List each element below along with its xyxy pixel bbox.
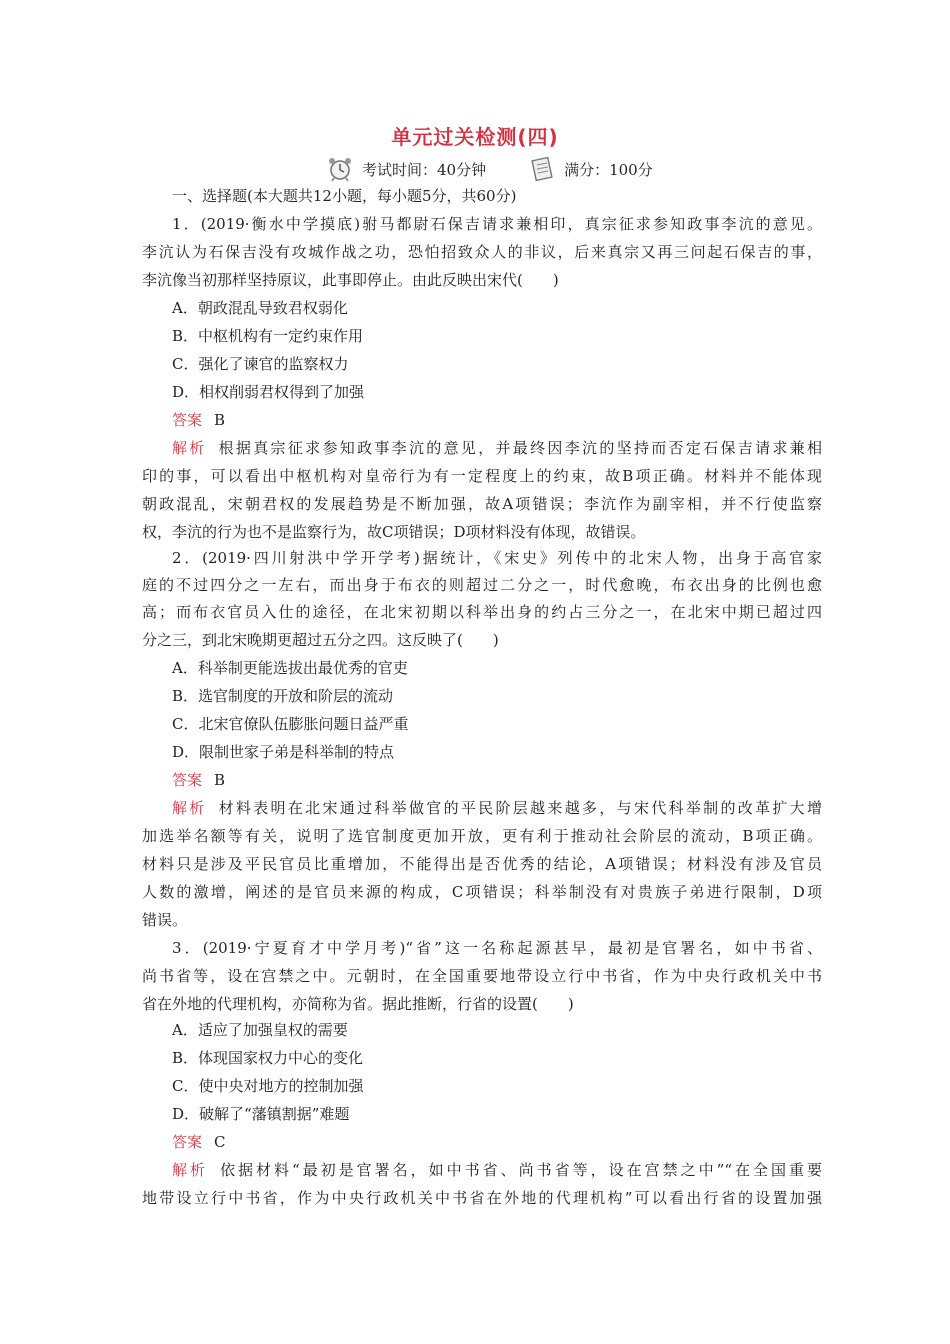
q2-answer-value: B: [214, 771, 226, 789]
q1-stem-line: 李沆认为石保吉没有攻城作战之功，恐怕招致众人的非议，后来真宗又再三问起石保吉的事，: [142, 243, 822, 261]
q2-analysis: [172, 794, 822, 822]
analysis-label: 解析: [172, 439, 207, 457]
q1-answer-value: B: [214, 411, 226, 429]
q2-option-c: C．北宋官僚队伍膨胀问题日益严重: [172, 715, 409, 733]
alarm-clock-icon: [326, 156, 354, 182]
q1-option-c: C．强化了谏官的监察权力: [172, 355, 349, 373]
q3-option-b: B．体现国家权力中心的变化: [172, 1049, 364, 1067]
q3-analysis-line: 依据材料“最初是官署名，如中书省、尚书省等，设在宫禁之中”“在全国重要: [220, 1161, 822, 1179]
q2-option-d: D．限制世家子弟是科举制的特点: [172, 743, 395, 761]
q2-stem-line: 高；而布衣官员入仕的途径，在北宋初期以科举出身的约占三分之一，在北宋中期已超过四: [142, 603, 822, 621]
answer-label: 答案: [172, 411, 203, 429]
q1-stem-line: 李沆像当初那样坚持原议，此事即停止。由此反映出宋代( ): [142, 271, 559, 289]
q2-analysis-line: 加选举名额等有关，说明了选官制度更加开放，更有利于推动社会阶层的流动，B项正确。: [142, 827, 822, 845]
q3-option-d: D．破解了“藩镇割据”难题: [172, 1105, 350, 1123]
q2-analysis-line: 错误。: [142, 911, 188, 929]
q3-analysis-line: 地带设立行中书省，作为中央行政机关中书省在外地的代理机构”可以看出行省的设置加强: [142, 1189, 822, 1207]
q3-option-a: A．适应了加强皇权的需要: [172, 1021, 348, 1039]
q2-stem-line: 庭的不过四分之一左右，而出身于布衣的则超过二分之一，时代愈晚，布衣出身的比例也愈: [142, 576, 822, 594]
q2-option-a: A．科举制更能选拔出最优秀的官吏: [172, 659, 408, 677]
q2-analysis-line: 材料只是涉及平民官员比重增加，不能得出是否优秀的结论，A项错误；材料没有涉及官员: [142, 855, 822, 873]
q3-answer: [172, 1128, 852, 1156]
exam-paper-icon: [528, 156, 556, 182]
q3-analysis: [172, 1156, 822, 1184]
q1-analysis-line: 朝政混乱，宋朝君权的发展趋势是不断加强，故A项错误；李沆作为副宰相，并不行使监察: [142, 495, 822, 513]
section-heading: 一、选择题(本大题共12小题，每小题5分，共60分): [172, 187, 517, 205]
q1-option-a: A．朝政混乱导致君权弱化: [172, 299, 348, 317]
q1-answer: [172, 406, 852, 434]
q2-analysis-line: 材料表明在北宋通过科举做官的平民阶层越来越多，与宋代科举制的改革扩大增: [218, 799, 822, 817]
q1-analysis-line: 印的事，可以看出中枢机构对皇帝行为有一定程度上的约束，故B项正确。材料并不能体现: [142, 467, 822, 485]
analysis-label: 解析: [172, 799, 207, 817]
answer-label: 答案: [172, 1133, 203, 1151]
q1-analysis-line: 根据真宗征求参知政事李沆的意见，并最终因李沆的坚持而否定石保吉请求兼相: [218, 439, 822, 457]
q3-answer-value: C: [214, 1133, 226, 1151]
q2-answer: [172, 766, 852, 794]
q1-analysis-line: 权，李沆的行为也不是监察行为，故C项错误；D项材料没有体现，故错误。: [142, 523, 646, 541]
q1-option-d: D．相权削弱君权得到了加强: [172, 383, 365, 401]
answer-label: 答案: [172, 771, 203, 789]
q3-stem-line: 3．(2019·宁夏育才中学月考)“省”这一名称起源甚早，最初是官署名，如中书省、: [172, 939, 822, 957]
analysis-label: 解析: [172, 1161, 208, 1179]
q3-stem-line: 尚书省等，设在宫禁之中。元朝时，在全国重要地带设立行中书省，作为中央行政机关中书: [142, 967, 822, 985]
q2-stem-line: 分之三，到北宋晚期更超过五分之四。这反映了( ): [142, 631, 499, 649]
exam-meta: [326, 155, 653, 183]
q3-option-c: C．使中央对地方的控制加强: [172, 1077, 364, 1095]
page-title: 单元过关检测(四): [391, 125, 559, 149]
exam-score: 满分：100分: [564, 160, 653, 179]
q3-stem-line: 省在外地的代理机构，亦简称为省。据此推断，行省的设置( ): [142, 995, 574, 1013]
q2-option-b: B．选官制度的开放和阶层的流动: [172, 687, 394, 705]
q1-analysis: [172, 434, 822, 462]
q2-stem-line: 2．(2019·四川射洪中学开学考)据统计，《宋史》列传中的北宋人物，出身于高官家: [172, 549, 822, 567]
exam-time: 考试时间：40分钟: [362, 160, 487, 179]
q1-stem-line: 1．(2019·衡水中学摸底)驸马都尉石保吉请求兼相印，真宗征求参知政事李沆的意见。: [172, 215, 822, 233]
q1-option-b: B．中枢机构有一定约束作用: [172, 327, 364, 345]
q2-analysis-line: 人数的激增，阐述的是官员来源的构成，C项错误；科举制没有对贵族子弟进行限制，D项: [142, 883, 822, 901]
